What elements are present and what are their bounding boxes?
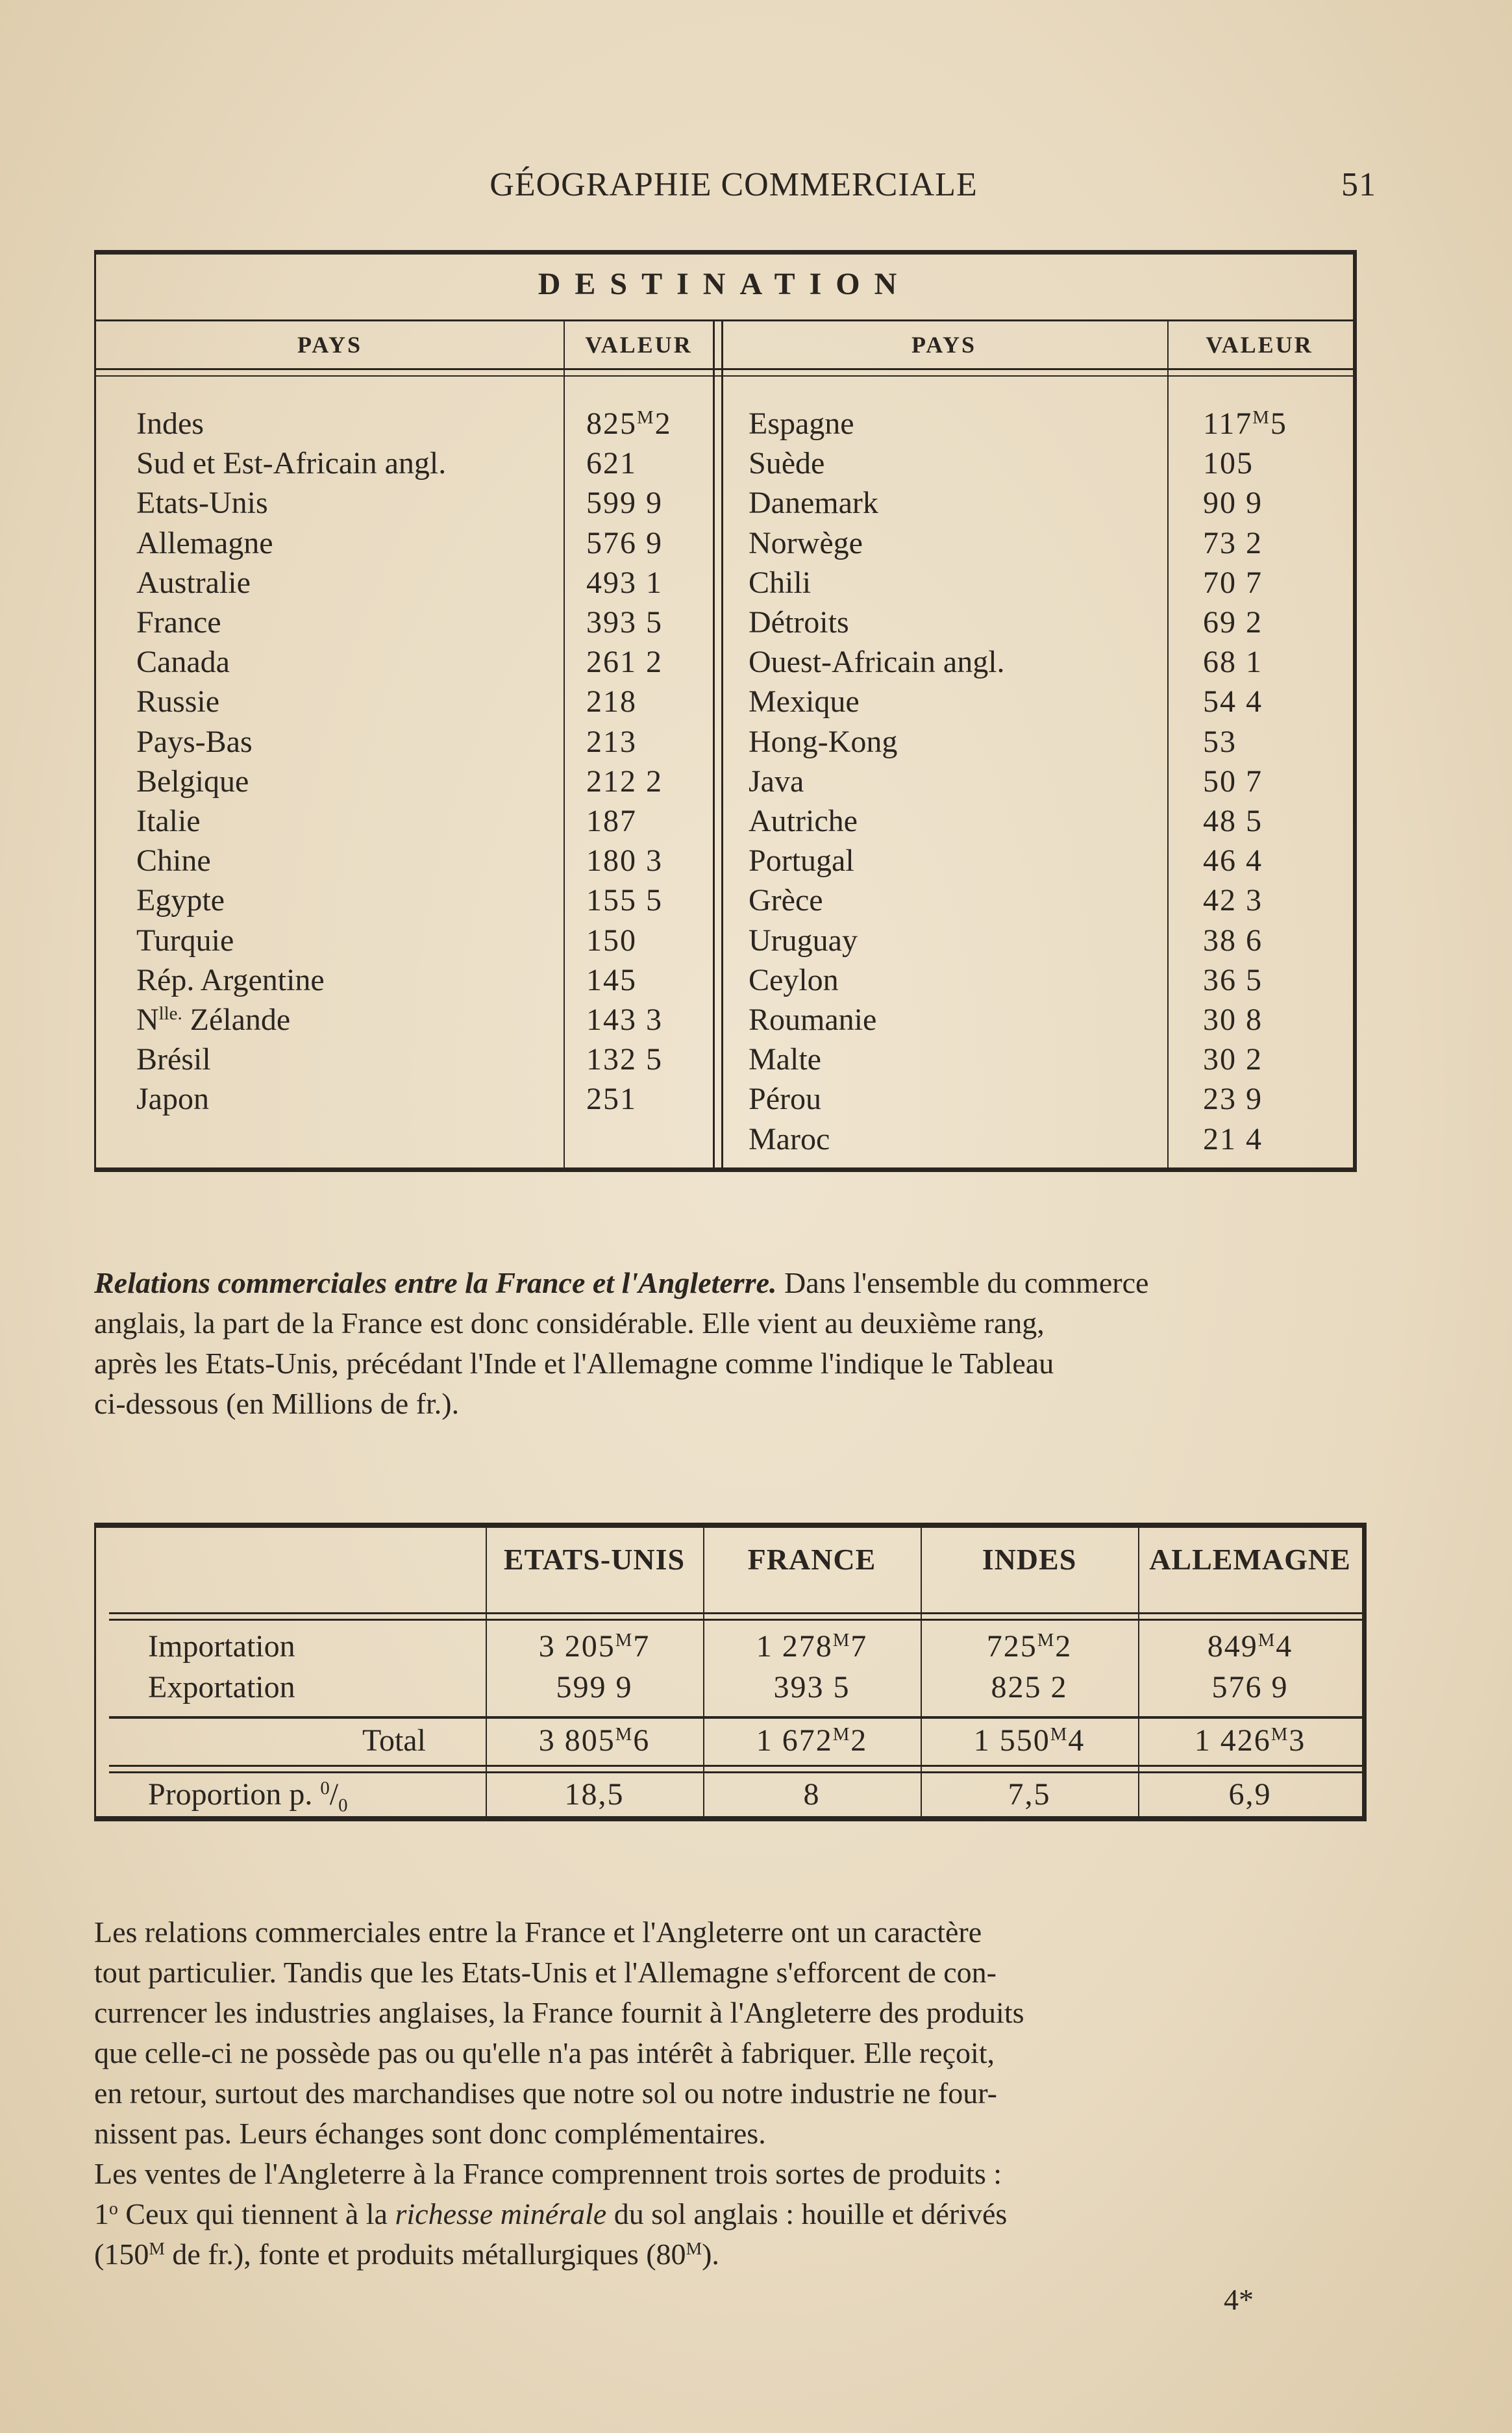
- country-value: [586, 880, 663, 920]
- destination-table-caption: DESTINATION: [538, 267, 911, 301]
- country-value: [586, 801, 637, 841]
- cell-unit: M: [1050, 1724, 1069, 1745]
- value-integer: 576: [586, 525, 637, 560]
- country-value: [586, 1000, 663, 1040]
- cell-integer: 3 805: [538, 1723, 615, 1758]
- country-name: [749, 603, 849, 642]
- cell-integer: 1 672: [756, 1723, 833, 1758]
- country-name: [136, 1079, 209, 1119]
- value-decimal: 7: [1246, 764, 1263, 799]
- paragraph-line: [94, 2234, 1373, 2275]
- country-text: Portugal: [749, 843, 854, 879]
- cell-decimal: 9: [1271, 1670, 1289, 1704]
- value-integer: 73: [1203, 525, 1237, 560]
- country-value: [586, 1040, 663, 1079]
- table-rule: [96, 319, 1353, 321]
- country-value: [1203, 841, 1263, 880]
- country-value: [1203, 1040, 1263, 1079]
- paragraph-line: Les relations commerciales entre la France et l'Angleterre ont un caractère: [94, 1915, 982, 1949]
- cell-unit: M: [615, 1724, 634, 1745]
- value-integer: 493: [586, 565, 637, 600]
- value-integer: 180: [586, 843, 637, 879]
- proportion-label-text: Proportion p.: [148, 1777, 313, 1812]
- value-integer: 599: [586, 486, 637, 521]
- country-text: Russie: [136, 684, 220, 719]
- country-value: [1203, 523, 1263, 563]
- value-integer: 36: [1203, 962, 1237, 997]
- value-decimal: 5: [646, 1042, 663, 1077]
- paragraph-line: Les ventes de l'Angleterre à la France comprennent trois sortes de produits :: [94, 2157, 1002, 2190]
- country-value: [1203, 762, 1263, 801]
- country-value: [586, 682, 637, 721]
- text-run: M: [686, 2238, 702, 2258]
- country-text: Egypte: [136, 883, 225, 918]
- cell-decimal: 2: [1055, 1629, 1072, 1664]
- cell-decimal: 4: [1068, 1723, 1085, 1758]
- country-text: Australie: [136, 565, 251, 600]
- cell-integer: 1 426: [1194, 1723, 1271, 1758]
- country-value: [586, 483, 663, 523]
- country-name: [749, 563, 811, 603]
- value-decimal: 1: [1246, 645, 1263, 680]
- country-text: Autriche: [749, 804, 858, 838]
- country-text: Sud et Est-Africain angl.: [136, 446, 447, 481]
- country-value: [1203, 483, 1263, 523]
- value-integer: 218: [586, 684, 637, 719]
- country-name: [136, 483, 268, 523]
- paragraph-relations: [94, 1263, 1373, 1424]
- country-text: Maroc: [749, 1121, 830, 1156]
- row-label-proportion: [148, 1777, 348, 1817]
- cell-integer: 825: [991, 1670, 1042, 1704]
- cell-integer: 8: [803, 1777, 821, 1812]
- country-text: Détroits: [749, 605, 849, 640]
- country-name: [136, 443, 446, 483]
- country-value: [586, 404, 672, 443]
- cell-importation: [1138, 1628, 1362, 1664]
- value-decimal: 4: [1246, 684, 1263, 719]
- paragraph-line: nissent pas. Leurs échanges sont donc complémentaires.: [94, 2117, 766, 2150]
- country-text: Allemagne: [136, 525, 273, 560]
- cell-proportion: [703, 1777, 921, 1812]
- row-label-total: Total: [362, 1723, 426, 1758]
- country-name: [136, 841, 211, 880]
- country-name: [136, 1040, 211, 1079]
- value-integer: 117: [1203, 406, 1253, 441]
- country-value: [586, 1079, 637, 1119]
- value-integer: 155: [586, 883, 637, 918]
- value-integer: 68: [1203, 645, 1237, 680]
- country-value: [586, 563, 663, 603]
- country-text: Java: [749, 764, 804, 799]
- country-name: [136, 563, 251, 603]
- value-decimal: 2: [1246, 1042, 1263, 1077]
- country-value: [1203, 1079, 1263, 1119]
- paragraph-line: en retour, surtout des marchandises que notre sol ou notre industrie ne four-: [94, 2077, 997, 2110]
- table-rule: [109, 1612, 1362, 1614]
- country-name: [749, 762, 804, 801]
- country-value: [1203, 682, 1263, 721]
- value-integer: 70: [1203, 565, 1237, 600]
- value-decimal: 5: [1270, 406, 1287, 441]
- country-name: [749, 1079, 821, 1119]
- text-run: 1: [94, 2197, 109, 2230]
- country-name: [749, 1000, 876, 1040]
- country-name: [136, 801, 201, 841]
- country-name: [136, 603, 221, 642]
- paragraph-line: Dans l'ensemble du commerce: [776, 1266, 1149, 1299]
- cell-unit: M: [1037, 1630, 1056, 1651]
- value-integer: 42: [1203, 883, 1237, 918]
- country-text: Canada: [136, 645, 230, 680]
- country-text: Indes: [136, 406, 204, 441]
- value-decimal: 5: [1246, 804, 1263, 838]
- destination-table: [94, 250, 1357, 1172]
- country-name: [136, 880, 225, 920]
- header-etats-unis: ETATS-UNIS: [503, 1543, 686, 1576]
- paragraph-line: anglais, la part de la France est donc considérable. Elle vient au deuxième rang,: [94, 1306, 1045, 1340]
- country-text: Espagne: [749, 406, 854, 441]
- value-decimal: 7: [1246, 565, 1263, 600]
- country-name: [136, 1000, 290, 1040]
- country-name: [136, 762, 249, 801]
- text-run: M: [149, 2238, 165, 2258]
- country-text: Ouest-Africain angl.: [749, 645, 1005, 680]
- percent-symbol: $^0/_0$: [320, 1777, 348, 1816]
- country-name: [749, 722, 897, 762]
- value-integer: 187: [586, 804, 637, 838]
- text-run: Ceux qui tiennent à la: [118, 2197, 395, 2230]
- value-decimal: 2: [654, 406, 672, 441]
- table-rule: [109, 1765, 1362, 1767]
- value-integer: 90: [1203, 486, 1237, 521]
- country-value: [1203, 801, 1263, 841]
- cell-integer: 1 550: [973, 1723, 1050, 1758]
- table-rule: [109, 1619, 1362, 1621]
- country-text: Zélande: [190, 1003, 291, 1037]
- paragraph-line: tout particulier. Tandis que les Etats-Unis et l'Allemagne s'efforcent de con-: [94, 1956, 997, 1989]
- cell-decimal: 7: [850, 1629, 868, 1664]
- col-header-valeur-left: VALEUR: [585, 332, 693, 358]
- value-integer: 132: [586, 1042, 637, 1077]
- cell-decimal: 6: [633, 1723, 651, 1758]
- country-text: Chine: [136, 843, 211, 879]
- cell-total: [921, 1723, 1138, 1758]
- country-name: [749, 443, 824, 483]
- value-decimal: 5: [646, 605, 663, 640]
- paragraph-line: currencer les industries anglaises, la France fournit à l'Angleterre des produits: [94, 1996, 1024, 2029]
- country-value: [1203, 603, 1263, 642]
- country-name: [749, 682, 860, 721]
- country-name: [136, 642, 230, 682]
- cell-decimal: 7: [633, 1629, 651, 1664]
- country-name: [749, 921, 858, 960]
- col-header-pays-left: PAYS: [297, 332, 363, 358]
- country-name: [136, 960, 325, 1000]
- value-integer: 23: [1203, 1082, 1237, 1117]
- country-name: [749, 841, 854, 880]
- country-value: [1203, 443, 1254, 483]
- cell-integer: 576: [1211, 1670, 1263, 1704]
- country-name: [749, 642, 1005, 682]
- country-text: Danemark: [749, 486, 878, 521]
- text-run: ).: [702, 2238, 719, 2271]
- country-value: [586, 960, 637, 1000]
- country-text: Hong-Kong: [749, 724, 898, 759]
- country-text: Suède: [749, 446, 825, 481]
- value-decimal: 8: [1246, 1003, 1263, 1037]
- value-decimal: 2: [646, 645, 663, 680]
- cell-integer: 599: [556, 1670, 607, 1704]
- country-text: Pérou: [749, 1082, 821, 1117]
- cell-total: [486, 1723, 703, 1758]
- column-double-divider: [713, 319, 723, 1167]
- value-decimal: 4: [1246, 843, 1263, 879]
- value-decimal: 5: [646, 883, 663, 918]
- value-integer: 143: [586, 1003, 637, 1037]
- country-text: Roumanie: [749, 1003, 877, 1037]
- header-indes: INDES: [982, 1543, 1077, 1576]
- cell-total: [703, 1723, 921, 1758]
- country-value: [1203, 722, 1237, 762]
- value-decimal: 2: [1246, 605, 1263, 640]
- country-name: [136, 682, 219, 721]
- value-integer: 393: [586, 605, 637, 640]
- country-name: [749, 960, 839, 1000]
- row-label-exportation: Exportation: [148, 1670, 295, 1704]
- signature-mark: 4*: [1224, 2283, 1254, 2316]
- cell-unit: M: [1258, 1630, 1276, 1651]
- value-integer: 212: [586, 764, 637, 799]
- country-text: Brésil: [136, 1042, 211, 1077]
- text-run: o: [109, 2197, 118, 2218]
- country-value: [1203, 880, 1263, 920]
- country-prefix: N: [136, 1003, 159, 1037]
- value-unit: M: [1252, 407, 1270, 429]
- country-value: [586, 722, 637, 762]
- value-decimal: 2: [646, 764, 663, 799]
- value-integer: 30: [1203, 1042, 1237, 1077]
- table-rule: [109, 1716, 1362, 1719]
- country-text: France: [136, 605, 221, 640]
- text-run: du sol anglais : houille et dérivés: [606, 2197, 1008, 2230]
- country-text: Belgique: [136, 764, 249, 799]
- country-name: [749, 880, 823, 920]
- country-text: Chili: [749, 565, 812, 600]
- value-integer: 261: [586, 645, 637, 680]
- cell-unit: M: [832, 1724, 851, 1745]
- value-integer: 251: [586, 1082, 637, 1117]
- cell-unit: M: [615, 1630, 634, 1651]
- country-text: Malte: [749, 1042, 821, 1077]
- value-integer: 50: [1203, 764, 1237, 799]
- cell-integer: 18,5: [564, 1777, 625, 1812]
- country-text: Turquie: [136, 923, 234, 958]
- country-text: Italie: [136, 804, 201, 838]
- country-name: [749, 523, 863, 563]
- cell-proportion: [486, 1777, 703, 1812]
- cell-unit: M: [832, 1630, 851, 1651]
- cell-integer: 6,9: [1228, 1777, 1272, 1812]
- country-value: [586, 603, 663, 642]
- cell-exportation: [486, 1669, 703, 1705]
- value-decimal: 3: [646, 1003, 663, 1037]
- value-decimal: 2: [1246, 525, 1263, 560]
- value-integer: 213: [586, 724, 637, 759]
- cell-decimal: 3: [1289, 1723, 1306, 1758]
- table-rule: [96, 375, 1353, 377]
- table-rule: [109, 1771, 1362, 1773]
- cell-proportion: [921, 1777, 1138, 1812]
- value-decimal: 4: [1246, 1121, 1263, 1156]
- cell-integer: 393: [773, 1670, 824, 1704]
- value-decimal: 3: [1246, 883, 1263, 918]
- row-label-importation: Importation: [148, 1629, 295, 1664]
- cell-decimal: 2: [1050, 1670, 1068, 1704]
- cell-exportation: [921, 1669, 1138, 1705]
- country-name: [749, 1119, 830, 1159]
- cell-importation: [921, 1628, 1138, 1664]
- country-value: [1203, 1000, 1263, 1040]
- page-number: 51: [1341, 166, 1376, 203]
- value-decimal: 3: [646, 843, 663, 879]
- country-value: [1203, 642, 1263, 682]
- value-decimal: 9: [1246, 1082, 1263, 1117]
- country-name: [136, 404, 204, 443]
- col-header-valeur-right: VALEUR: [1206, 332, 1313, 358]
- country-text: Norwège: [749, 525, 863, 560]
- value-integer: 54: [1203, 684, 1237, 719]
- country-value: [1203, 1119, 1263, 1159]
- cell-decimal: 2: [850, 1723, 868, 1758]
- column-divider: [564, 319, 565, 1167]
- country-text: Japon: [136, 1082, 209, 1117]
- value-decimal: 5: [1246, 962, 1263, 997]
- cell-integer: 7,5: [1008, 1777, 1051, 1812]
- cell-proportion: [1138, 1777, 1362, 1812]
- cell-decimal: 4: [1276, 1629, 1293, 1664]
- country-text: Ceylon: [749, 962, 839, 997]
- table-rule: [96, 368, 1353, 370]
- value-decimal: 1: [646, 565, 663, 600]
- country-name: [136, 921, 234, 960]
- cell-importation: [486, 1628, 703, 1664]
- value-integer: 105: [1203, 446, 1254, 481]
- cell-integer: 725: [986, 1629, 1037, 1664]
- value-integer: 53: [1203, 724, 1237, 759]
- country-name: [749, 404, 854, 443]
- value-unit: M: [637, 407, 655, 429]
- cell-decimal: 5: [833, 1670, 850, 1704]
- col-header-pays-right: PAYS: [911, 332, 977, 358]
- paragraph-lead: Relations commerciales entre la France et l'Angleterre.: [94, 1266, 777, 1299]
- cell-integer: 1 278: [756, 1629, 833, 1664]
- value-integer: 69: [1203, 605, 1237, 640]
- country-value: [1203, 563, 1263, 603]
- paragraph-line: que celle-ci ne possède pas ou qu'elle n'a pas intérêt à fabriquer. Elle reçoit,: [94, 2036, 995, 2069]
- country-value: [1203, 404, 1287, 443]
- column-divider: [1167, 319, 1169, 1167]
- cell-unit: M: [1270, 1724, 1289, 1745]
- country-name: [136, 722, 253, 762]
- running-head-title: GÉOGRAPHIE COMMERCIALE: [490, 166, 978, 203]
- value-decimal: 9: [646, 486, 663, 521]
- cell-importation: [703, 1628, 921, 1664]
- country-name: [749, 483, 878, 523]
- value-integer: 145: [586, 962, 637, 997]
- country-text: Uruguay: [749, 923, 858, 958]
- country-text: Etats-Unis: [136, 486, 268, 521]
- paragraph-complementary: [94, 1912, 1373, 2275]
- country-prefix-sup: lle.: [158, 1003, 182, 1025]
- country-name: [749, 1040, 821, 1079]
- cell-decimal: 9: [615, 1670, 633, 1704]
- country-value: [586, 762, 663, 801]
- country-text: Mexique: [749, 684, 860, 719]
- value-integer: 621: [586, 446, 637, 481]
- value-integer: 30: [1203, 1003, 1237, 1037]
- value-integer: 46: [1203, 843, 1237, 879]
- cell-integer: 849: [1207, 1629, 1258, 1664]
- country-text: Rép. Argentine: [136, 962, 325, 997]
- cell-exportation: [1138, 1669, 1362, 1705]
- value-integer: 48: [1203, 804, 1237, 838]
- value-integer: 150: [586, 923, 637, 958]
- country-value: [1203, 960, 1263, 1000]
- cell-exportation: [703, 1669, 921, 1705]
- paragraph-line: après les Etats-Unis, précédant l'Inde et l'Allemagne comme l'indique le Tableau: [94, 1347, 1054, 1380]
- country-name: [136, 523, 273, 563]
- paragraph-line: ci-dessous (en Millions de fr.).: [94, 1387, 460, 1420]
- country-value: [1203, 921, 1263, 960]
- text-run: de fr.), fonte et produits métallurgiques (80: [164, 2238, 686, 2271]
- country-name: [749, 801, 858, 841]
- header-france: FRANCE: [747, 1543, 876, 1576]
- value-integer: 825: [586, 406, 637, 441]
- country-text: Grèce: [749, 883, 823, 918]
- country-value: [586, 921, 637, 960]
- country-value: [586, 642, 663, 682]
- value-decimal: 9: [1246, 486, 1263, 521]
- cell-total: [1138, 1723, 1362, 1758]
- value-integer: 21: [1203, 1121, 1237, 1156]
- country-value: [586, 841, 663, 880]
- value-decimal: 6: [1246, 923, 1263, 958]
- comparison-table: [94, 1523, 1367, 1821]
- text-run-italic: richesse minérale: [395, 2197, 607, 2230]
- country-text: Pays-Bas: [136, 724, 253, 759]
- header-allemagne: ALLEMAGNE: [1149, 1543, 1351, 1576]
- value-integer: 38: [1203, 923, 1237, 958]
- country-value: [586, 443, 637, 483]
- text-run: (150: [94, 2238, 149, 2271]
- cell-integer: 3 205: [538, 1629, 615, 1664]
- country-value: [586, 523, 663, 563]
- paragraph-line: [94, 2194, 1373, 2234]
- value-decimal: 9: [646, 525, 663, 560]
